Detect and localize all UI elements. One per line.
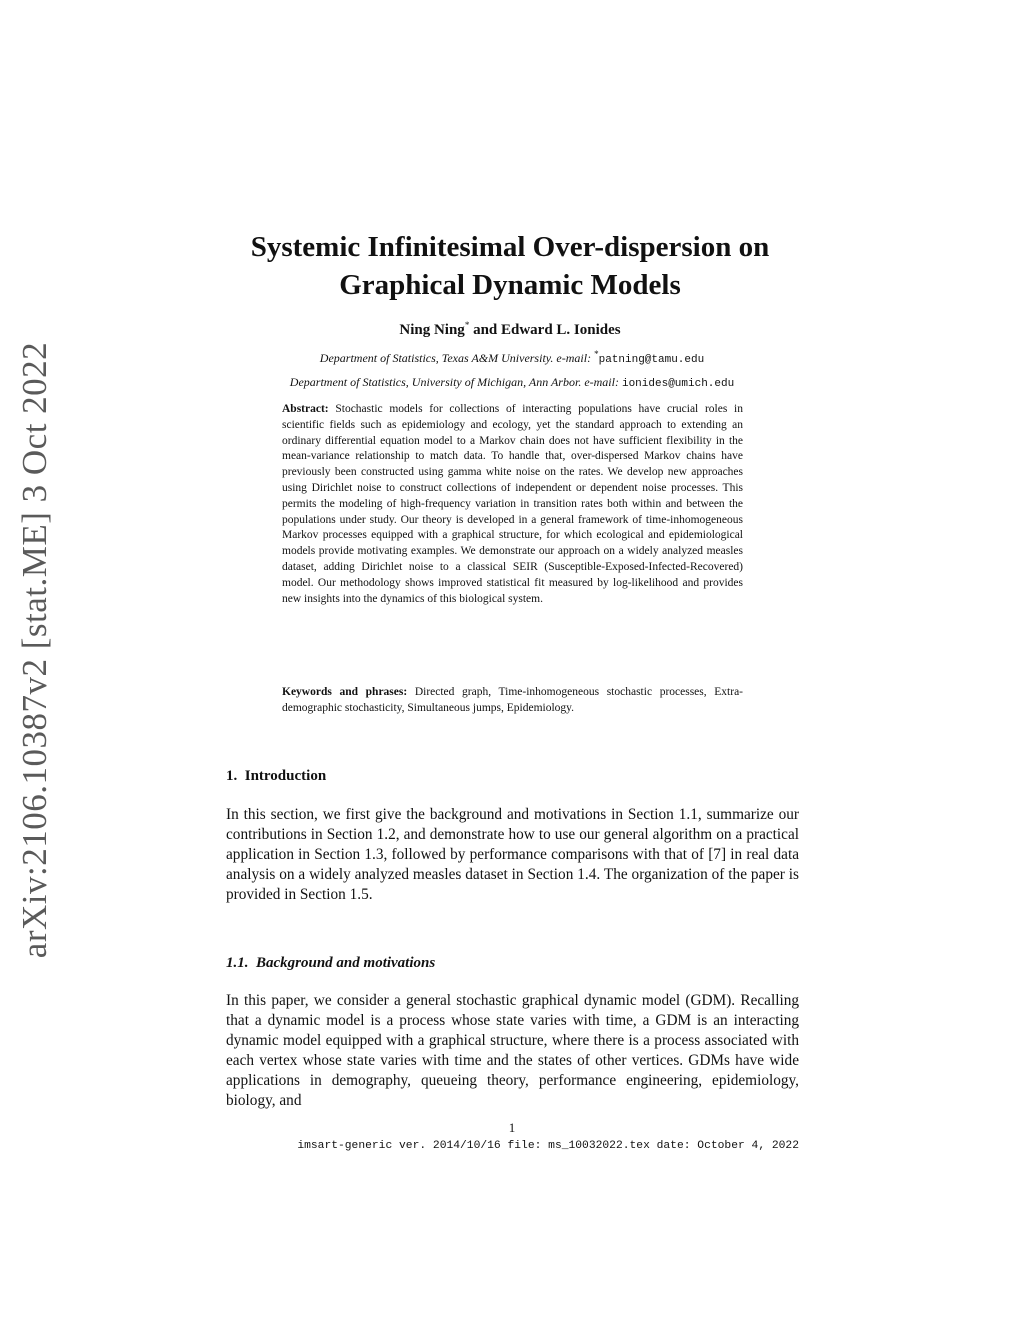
affiliation-mark: * [594, 349, 599, 359]
body-paragraph: In this section, we first give the background and motivations in Section 1.1, summarize our contributions in Section 1.2, and demonstrate how to use our general algorithm on a practical application in Section 1.3, followed by performance comparisons with that of [7] in real data analysis on a widely analyzed measles dataset in Section 1.4. The organization of the paper is provided in Section 1.5. [226, 806, 799, 903]
author-footnote-mark: * [464, 320, 470, 330]
page-number: 1 [508, 1120, 516, 1135]
affiliation [162, 375, 862, 390]
email-link[interactable]: ionides@umich.edu [621, 378, 735, 390]
keywords-text: Directed graph, Time-inhomogeneous stochastic processes, Extra-demographic stochasticity, Simultaneous jumps, Epidemiology. [282, 686, 744, 714]
keywords-label: Keywords and phrases: [282, 686, 408, 698]
section-heading: 1. Introduction [226, 768, 327, 784]
footer-metadata: imsart-generic ver. 2014/10/16 file: ms_10032022.tex date: October 4, 2022 [297, 1140, 799, 1152]
author-name: Ning Ning [399, 322, 465, 338]
abstract [282, 402, 743, 607]
author-name: Edward L. Ionides [501, 322, 621, 338]
abstract-text: Stochastic models for collections of interacting populations have crucial roles in scientific fields such as epidemiology and ecology, yet the standard approach to extending an ordinary differential equation model to a Markov chain does not have sufficient flexibility in the mean-variance relationship to match data. To handle that, over-dispersed Markov chains have previously been constructed using gamma white noise on the rates. We develop new approaches using Dirichlet noise to construct collections of independent or dependent noise processes. This permits the modeling of high-frequency variation in transition rates both within and between the populations under study. Our theory is developed in a general framework of time-inhomogeneous Markov processes equipped with a graphical structure, for which ecological and epidemiological models provide motivating examples. We demonstrate our approach on a widely analyzed measles dataset, adding Dirichlet noise to a classical SEIR (Susceptible-Exposed-Infected-Recovered) model. Our methodology shows improved statistical fit measured by log-likelihood and provides new insights into the dynamics of this biological system. [282, 403, 743, 605]
keywords [282, 685, 743, 717]
subsection-heading: 1.1. Background and motivations [226, 955, 436, 971]
body-paragraph: In this paper, we consider a general stochastic graphical dynamic model (GDM). Recalling that a dynamic model is a process whose state varies with time, a GDM is an interacting dynamic model equipped with a graphical structure, where there is a process associated with each vertex whose state varies with time and the states of other vertices. GDMs have wide applications in demography, queueing theory, performance engineering, epidemiology, biology, and [226, 992, 799, 1109]
author-line [200, 320, 820, 339]
author-connector: and [469, 322, 501, 338]
abstract-label: Abstract: [282, 403, 329, 415]
affiliation-text: Department of Statistics, University of Michigan, Ann Arbor. e-mail: [289, 375, 622, 389]
arxiv-identifier-stamp: arXiv:2106.10387v2 [stat.ME] 3 Oct 2022 [15, 341, 54, 959]
affiliation [162, 349, 862, 366]
email-link[interactable]: patning@tamu.edu [598, 354, 705, 366]
affiliation-text: Department of Statistics, Texas A&M University. e-mail: [319, 351, 595, 365]
paper-title: Systemic Infinitesimal Over-dispersion on Graphical Dynamic Models [250, 231, 770, 301]
